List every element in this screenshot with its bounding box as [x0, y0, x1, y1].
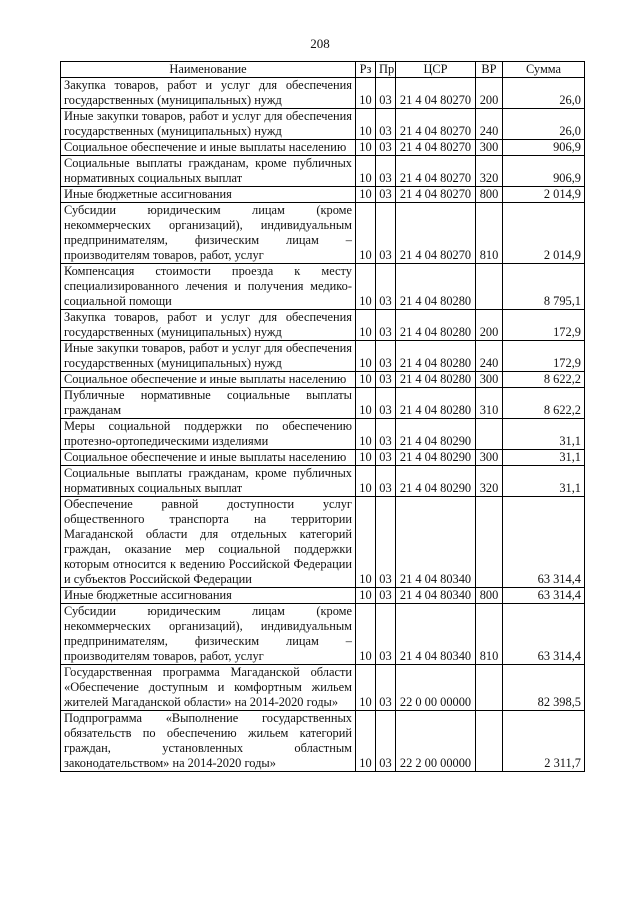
row-sum: 8 622,2 — [503, 388, 585, 419]
row-rz: 10 — [356, 78, 376, 109]
table-header-row — [61, 62, 585, 78]
row-pr: 03 — [376, 109, 396, 140]
row-sum: 2 014,9 — [503, 203, 585, 264]
row-pr: 03 — [376, 711, 396, 772]
table-row — [61, 497, 585, 588]
row-csr: 21 4 04 80280 — [396, 388, 476, 419]
row-csr: 21 4 04 80340 — [396, 497, 476, 588]
row-name: Обеспечение равной доступности услуг общественного транспорта на территории Магаданской области для отдельных категорий граждан, оказание мер социальной поддержки которым относится к ведению Российской Федерации и субъектов Российской Федерации — [61, 497, 356, 588]
row-vr: 320 — [476, 156, 503, 187]
table-row — [61, 588, 585, 604]
row-csr: 21 4 04 80340 — [396, 604, 476, 665]
row-pr: 03 — [376, 665, 396, 711]
table-row — [61, 372, 585, 388]
row-vr: 800 — [476, 187, 503, 203]
row-sum: 82 398,5 — [503, 665, 585, 711]
row-vr: 300 — [476, 372, 503, 388]
header-csr: ЦСР — [396, 62, 476, 78]
row-vr: 810 — [476, 604, 503, 665]
row-pr: 03 — [376, 419, 396, 450]
row-name: Иные закупки товаров, работ и услуг для обеспечения государственных (муниципальных) нужд — [61, 341, 356, 372]
row-sum: 172,9 — [503, 310, 585, 341]
row-sum: 31,1 — [503, 450, 585, 466]
row-vr: 200 — [476, 310, 503, 341]
row-pr: 03 — [376, 78, 396, 109]
row-pr: 03 — [376, 497, 396, 588]
row-rz: 10 — [356, 419, 376, 450]
row-name: Социальное обеспечение и иные выплаты населению — [61, 450, 356, 466]
row-name: Субсидии юридическим лицам (кроме некоммерческих организаций), индивидуальным предпринимателям, физическим лицам – производителям товаров, работ, услуг — [61, 203, 356, 264]
row-csr: 21 4 04 80290 — [396, 419, 476, 450]
row-vr: 810 — [476, 203, 503, 264]
table-row — [61, 466, 585, 497]
table-row — [61, 388, 585, 419]
row-rz: 10 — [356, 264, 376, 310]
row-rz: 10 — [356, 711, 376, 772]
row-pr: 03 — [376, 466, 396, 497]
row-csr: 21 4 04 80280 — [396, 341, 476, 372]
row-vr — [476, 264, 503, 310]
row-rz: 10 — [356, 109, 376, 140]
row-csr: 21 4 04 80340 — [396, 588, 476, 604]
header-rz: Рз — [356, 62, 376, 78]
row-rz: 10 — [356, 450, 376, 466]
row-name: Закупка товаров, работ и услуг для обеспечения государственных (муниципальных) нужд — [61, 310, 356, 341]
row-rz: 10 — [356, 604, 376, 665]
row-pr: 03 — [376, 588, 396, 604]
row-sum: 63 314,4 — [503, 588, 585, 604]
row-pr: 03 — [376, 156, 396, 187]
row-pr: 03 — [376, 372, 396, 388]
row-csr: 21 4 04 80270 — [396, 187, 476, 203]
row-vr: 300 — [476, 140, 503, 156]
row-rz: 10 — [356, 187, 376, 203]
row-pr: 03 — [376, 450, 396, 466]
table-row — [61, 264, 585, 310]
row-pr: 03 — [376, 140, 396, 156]
row-pr: 03 — [376, 187, 396, 203]
table-row — [61, 310, 585, 341]
row-rz: 10 — [356, 341, 376, 372]
row-name: Публичные нормативные социальные выплаты гражданам — [61, 388, 356, 419]
row-rz: 10 — [356, 588, 376, 604]
table-row — [61, 109, 585, 140]
row-name: Иные бюджетные ассигнования — [61, 187, 356, 203]
row-sum: 31,1 — [503, 419, 585, 450]
row-vr: 240 — [476, 341, 503, 372]
row-name: Социальное обеспечение и иные выплаты населению — [61, 372, 356, 388]
row-pr: 03 — [376, 203, 396, 264]
row-name: Социальные выплаты гражданам, кроме публичных нормативных социальных выплат — [61, 156, 356, 187]
row-name: Иные бюджетные ассигнования — [61, 588, 356, 604]
row-sum: 906,9 — [503, 156, 585, 187]
row-pr: 03 — [376, 604, 396, 665]
row-vr: 300 — [476, 450, 503, 466]
row-csr: 21 4 04 80270 — [396, 109, 476, 140]
row-name: Подпрограмма «Выполнение государственных обязательств по обеспечению жильем категорий граждан, установленных областным законодательством» на 2014-2020 годы» — [61, 711, 356, 772]
row-csr: 21 4 04 80280 — [396, 264, 476, 310]
row-sum: 26,0 — [503, 78, 585, 109]
table-row — [61, 140, 585, 156]
row-name: Иные закупки товаров, работ и услуг для обеспечения государственных (муниципальных) нужд — [61, 109, 356, 140]
row-sum: 172,9 — [503, 341, 585, 372]
row-sum: 63 314,4 — [503, 604, 585, 665]
row-csr: 21 4 04 80270 — [396, 140, 476, 156]
row-pr: 03 — [376, 310, 396, 341]
row-csr: 21 4 04 80290 — [396, 450, 476, 466]
row-csr: 21 4 04 80270 — [396, 203, 476, 264]
row-vr: 200 — [476, 78, 503, 109]
row-pr: 03 — [376, 341, 396, 372]
row-rz: 10 — [356, 203, 376, 264]
row-name: Закупка товаров, работ и услуг для обеспечения государственных (муниципальных) нужд — [61, 78, 356, 109]
row-vr: 310 — [476, 388, 503, 419]
row-csr: 21 4 04 80290 — [396, 466, 476, 497]
row-sum: 63 314,4 — [503, 497, 585, 588]
row-vr: 800 — [476, 588, 503, 604]
row-name: Меры социальной поддержки по обеспечению протезно-ортопедическими изделиями — [61, 419, 356, 450]
row-vr — [476, 419, 503, 450]
row-vr: 320 — [476, 466, 503, 497]
row-rz: 10 — [356, 156, 376, 187]
row-csr: 21 4 04 80270 — [396, 156, 476, 187]
page-number: 208 — [310, 36, 330, 51]
table-row — [61, 604, 585, 665]
row-csr: 22 2 00 00000 — [396, 711, 476, 772]
budget-table — [60, 61, 585, 772]
row-name: Субсидии юридическим лицам (кроме некоммерческих организаций), индивидуальным предпринимателям, физическим лицам – производителям товаров, работ, услуг — [61, 604, 356, 665]
row-name: Государственная программа Магаданской области «Обеспечение доступным и комфортным жильем жителей Магаданской области» на 2014-2020 годы» — [61, 665, 356, 711]
row-name: Компенсация стоимости проезда к месту специализированного лечения и получения медико-социальной помощи — [61, 264, 356, 310]
table-row — [61, 78, 585, 109]
row-sum: 8 795,1 — [503, 264, 585, 310]
table-row — [61, 187, 585, 203]
table-row — [61, 711, 585, 772]
row-name: Социальные выплаты гражданам, кроме публичных нормативных социальных выплат — [61, 466, 356, 497]
row-vr — [476, 497, 503, 588]
row-csr: 21 4 04 80270 — [396, 78, 476, 109]
row-sum: 31,1 — [503, 466, 585, 497]
row-name: Социальное обеспечение и иные выплаты населению — [61, 140, 356, 156]
row-rz: 10 — [356, 388, 376, 419]
row-csr: 21 4 04 80280 — [396, 372, 476, 388]
row-sum: 8 622,2 — [503, 372, 585, 388]
row-vr — [476, 711, 503, 772]
row-csr: 21 4 04 80280 — [396, 310, 476, 341]
table-row — [61, 203, 585, 264]
header-vr: ВР — [476, 62, 503, 78]
row-rz: 10 — [356, 372, 376, 388]
row-sum: 906,9 — [503, 140, 585, 156]
table-row — [61, 419, 585, 450]
row-vr: 240 — [476, 109, 503, 140]
table-row — [61, 450, 585, 466]
row-rz: 10 — [356, 310, 376, 341]
row-pr: 03 — [376, 388, 396, 419]
table-row — [61, 156, 585, 187]
table-row — [61, 341, 585, 372]
row-sum: 2 311,7 — [503, 711, 585, 772]
row-csr: 22 0 00 00000 — [396, 665, 476, 711]
row-rz: 10 — [356, 497, 376, 588]
table-row — [61, 665, 585, 711]
row-sum: 26,0 — [503, 109, 585, 140]
header-sum: Сумма — [503, 62, 585, 78]
row-rz: 10 — [356, 140, 376, 156]
row-vr — [476, 665, 503, 711]
header-pr: Пр — [376, 62, 396, 78]
row-sum: 2 014,9 — [503, 187, 585, 203]
row-rz: 10 — [356, 466, 376, 497]
row-pr: 03 — [376, 264, 396, 310]
row-rz: 10 — [356, 665, 376, 711]
header-name: Наименование — [61, 62, 356, 78]
